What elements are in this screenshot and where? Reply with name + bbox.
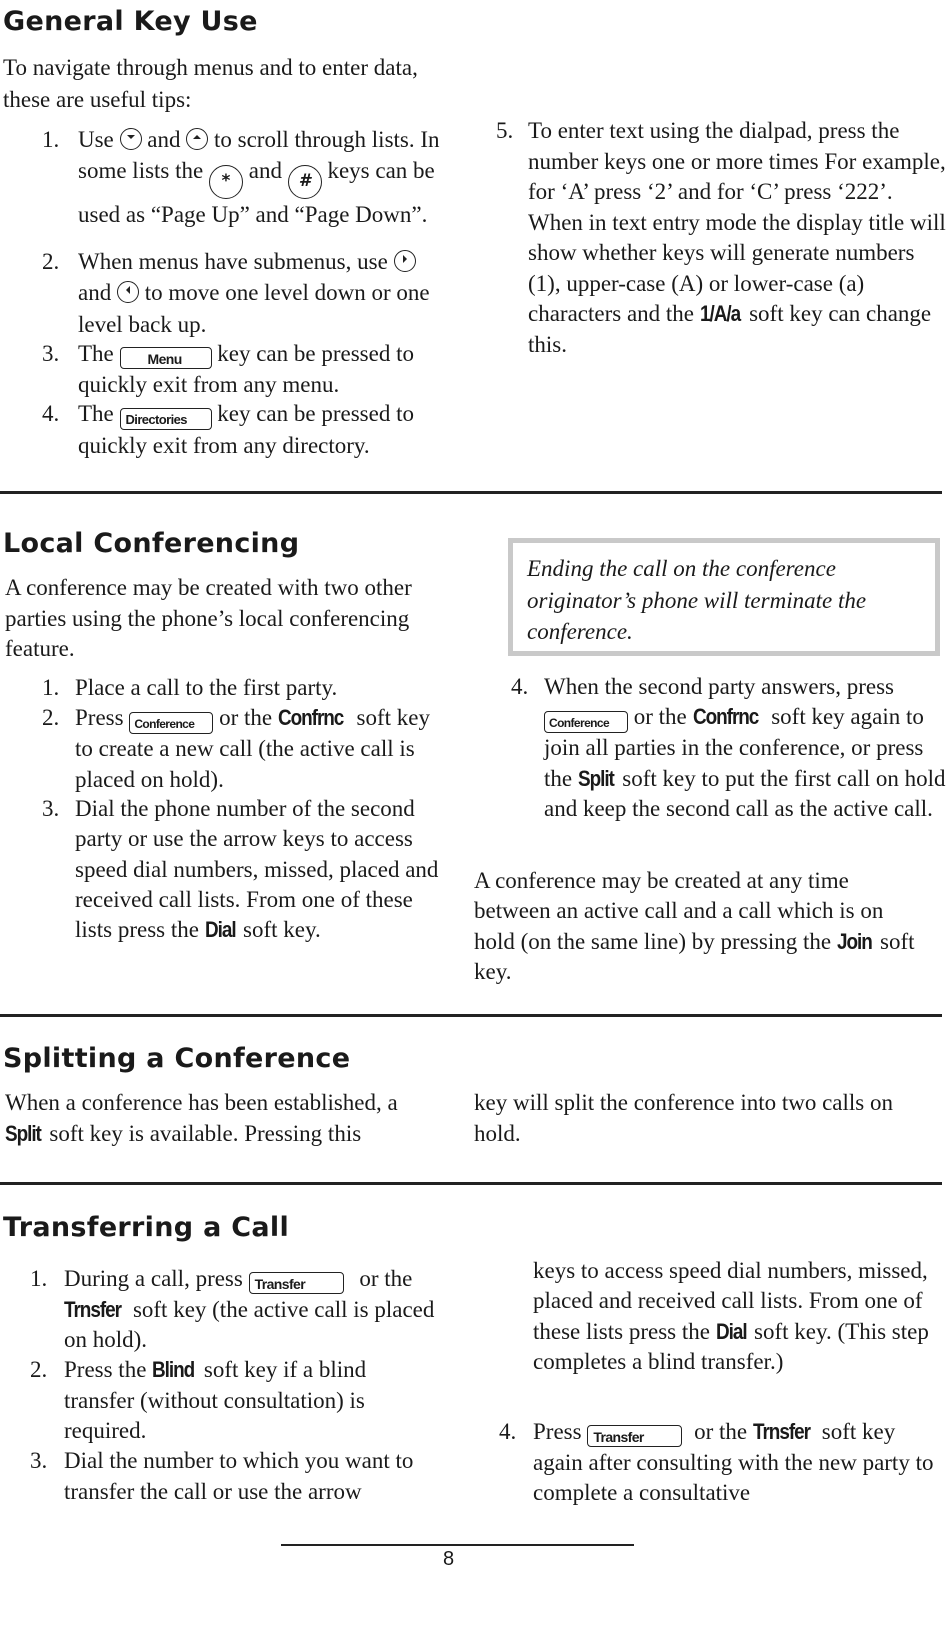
soft-key-label: Trnsfer: [752, 1419, 810, 1444]
text: soft key again after consulting with the new party to complete a consultative: [533, 1419, 934, 1505]
soft-key-label: Confrnc: [277, 705, 344, 730]
general-item-1: [42, 124, 472, 231]
text: During a call, press: [64, 1266, 243, 1291]
text: The: [78, 401, 114, 426]
directories-key-icon: Directories: [120, 408, 212, 430]
text: soft key can change this.: [528, 301, 932, 357]
section-title-conferencing: Local Conferencing: [3, 528, 300, 559]
text: soft key. (This step completes a blind transfer.): [533, 1318, 929, 1374]
item-number: 4.: [499, 1419, 517, 1444]
text: Use: [78, 127, 114, 152]
text: Place a call to the first party.: [75, 675, 338, 700]
text: and: [147, 127, 181, 152]
soft-key-label: Dial: [204, 917, 236, 943]
section-divider: [0, 1014, 942, 1017]
conference-note-box: [508, 538, 940, 656]
transfer-key-icon: Transfer: [249, 1272, 344, 1294]
transfer-item-3: [30, 1446, 430, 1507]
text: soft key to put the first call on hold and keep the second call as the active call.: [544, 765, 946, 821]
section-divider: [0, 491, 942, 494]
text: Dial the phone number of the second party or use the arrow keys to access speed dial numbers, missed, placed and received call lists. From one of these lists press the: [75, 796, 439, 943]
text: or the: [694, 1419, 748, 1444]
text: When menus have submenus, use: [78, 249, 388, 274]
text: and: [248, 158, 282, 184]
text: soft key again to join all parties in the conference, or press the: [544, 704, 924, 791]
section-title-splitting: Splitting a Conference: [3, 1043, 351, 1074]
footer-rule: [281, 1544, 634, 1546]
left-arrow-key-icon: [117, 281, 139, 303]
text: to scroll through lists. In some lists the: [78, 127, 440, 184]
text: soft key is available. Pressing this: [49, 1120, 362, 1146]
text: or the: [219, 705, 273, 730]
star-key-icon: *: [209, 165, 243, 199]
conf-item-3: [42, 794, 442, 945]
general-item-3: [42, 338, 462, 401]
text: soft key.: [474, 928, 915, 984]
item-number: 1.: [30, 1266, 48, 1291]
item-number: 3.: [42, 341, 60, 366]
text: Press the: [64, 1357, 147, 1382]
transfer-key-icon: Transfer: [587, 1425, 682, 1447]
item-number: 3.: [30, 1448, 48, 1473]
item-number: 2.: [42, 249, 60, 274]
transfer-item-1: [30, 1264, 440, 1356]
right-arrow-key-icon: [394, 250, 416, 272]
item-number: 4.: [511, 674, 529, 699]
conf-item-1: [42, 672, 472, 703]
general-intro: To navigate through menus and to enter data, these are useful tips:: [3, 55, 418, 112]
general-item-2: [42, 246, 452, 340]
conference-key-icon: Conference: [544, 711, 628, 733]
down-arrow-key-icon: [120, 128, 142, 150]
text: soft key.: [243, 917, 321, 943]
item-number: 1.: [42, 127, 60, 152]
page-number: 8: [443, 1548, 455, 1570]
conference-key-icon: Conference: [129, 712, 213, 734]
text: When the second party answers, press: [544, 674, 894, 699]
conf-intro: A conference may be created with two other parties using the phone’s local conferencing feature.: [5, 575, 412, 661]
soft-key-label: Join: [836, 928, 872, 954]
text: or the: [633, 704, 687, 730]
general-item-5: [496, 116, 946, 360]
conf-item-2: [42, 703, 442, 795]
soft-key-label: Blind: [152, 1357, 195, 1382]
item-number: 2.: [42, 705, 60, 730]
transfer-item-4: [499, 1417, 945, 1509]
item-number: 1.: [42, 675, 60, 700]
section-divider: [0, 1182, 942, 1185]
section-title-general: General Key Use: [3, 6, 258, 37]
text: The: [78, 341, 114, 366]
conf-item-4: [511, 672, 947, 824]
transfer-item-2: [30, 1355, 430, 1447]
text: Dial the number to which you want to transfer the call or use the arrow: [64, 1448, 414, 1504]
section-title-transferring: Transferring a Call: [3, 1212, 290, 1243]
text: Press: [533, 1419, 582, 1444]
text: key can be pressed to quickly exit from any menu.: [78, 341, 414, 398]
item-number: 3.: [42, 796, 60, 821]
text: to move one level down or one level back up.: [78, 280, 430, 337]
text: When a conference has been established, a: [5, 1090, 398, 1115]
text: key can be pressed to quickly exit from any directory.: [78, 401, 414, 458]
item-number: 5.: [496, 118, 514, 143]
soft-key-label: Split: [577, 765, 614, 791]
item-number: 2.: [30, 1357, 48, 1382]
transfer-item-3-continued: [533, 1256, 943, 1377]
text: soft key if a blind transfer (without consultation) is required.: [64, 1357, 367, 1443]
text: soft key (the active call is placed on hold).: [64, 1296, 435, 1352]
text: soft key to create a new call (the active call is placed on hold).: [75, 705, 430, 792]
soft-key-label: Confrnc: [692, 704, 758, 730]
item-number: 4.: [42, 401, 60, 426]
hash-key-icon: #: [288, 165, 322, 199]
soft-key-label: Trnsfer: [64, 1296, 121, 1322]
text: Press: [75, 705, 124, 730]
soft-key-label: 1/A/a: [699, 301, 740, 326]
split-left-text: [5, 1088, 435, 1149]
soft-key-label: Split: [5, 1120, 41, 1146]
conf-outro: [474, 866, 924, 987]
note-text: Ending the call on the conference originator’s phone will terminate the conference.: [527, 556, 867, 644]
up-arrow-key-icon: [186, 128, 208, 150]
soft-key-label: Dial: [715, 1318, 747, 1344]
text: A conference may be created at any time between an active call and a call which is on hold (on the same line) by pressing the: [474, 868, 884, 954]
text: and: [78, 280, 112, 306]
text: keys can be used as “Page Up” and “Page Down”.: [78, 158, 435, 228]
general-item-4: [42, 398, 462, 461]
text: keys to access speed dial numbers, missed, placed and received call lists. From one of these lists press the: [533, 1258, 928, 1344]
text: To enter text using the dialpad, press the number keys one or more times For example, for ‘A’ press ‘2’ and for ‘C’ press ‘222’. When in text entry mode the display title will show whether keys will generate numbers (1), upper-case (A) or lower-case (a) characters and the: [528, 118, 946, 326]
menu-key-icon: Menu: [120, 347, 212, 369]
split-right-text: key will split the conference into two calls on hold.: [474, 1090, 893, 1146]
text: or the: [359, 1266, 413, 1291]
